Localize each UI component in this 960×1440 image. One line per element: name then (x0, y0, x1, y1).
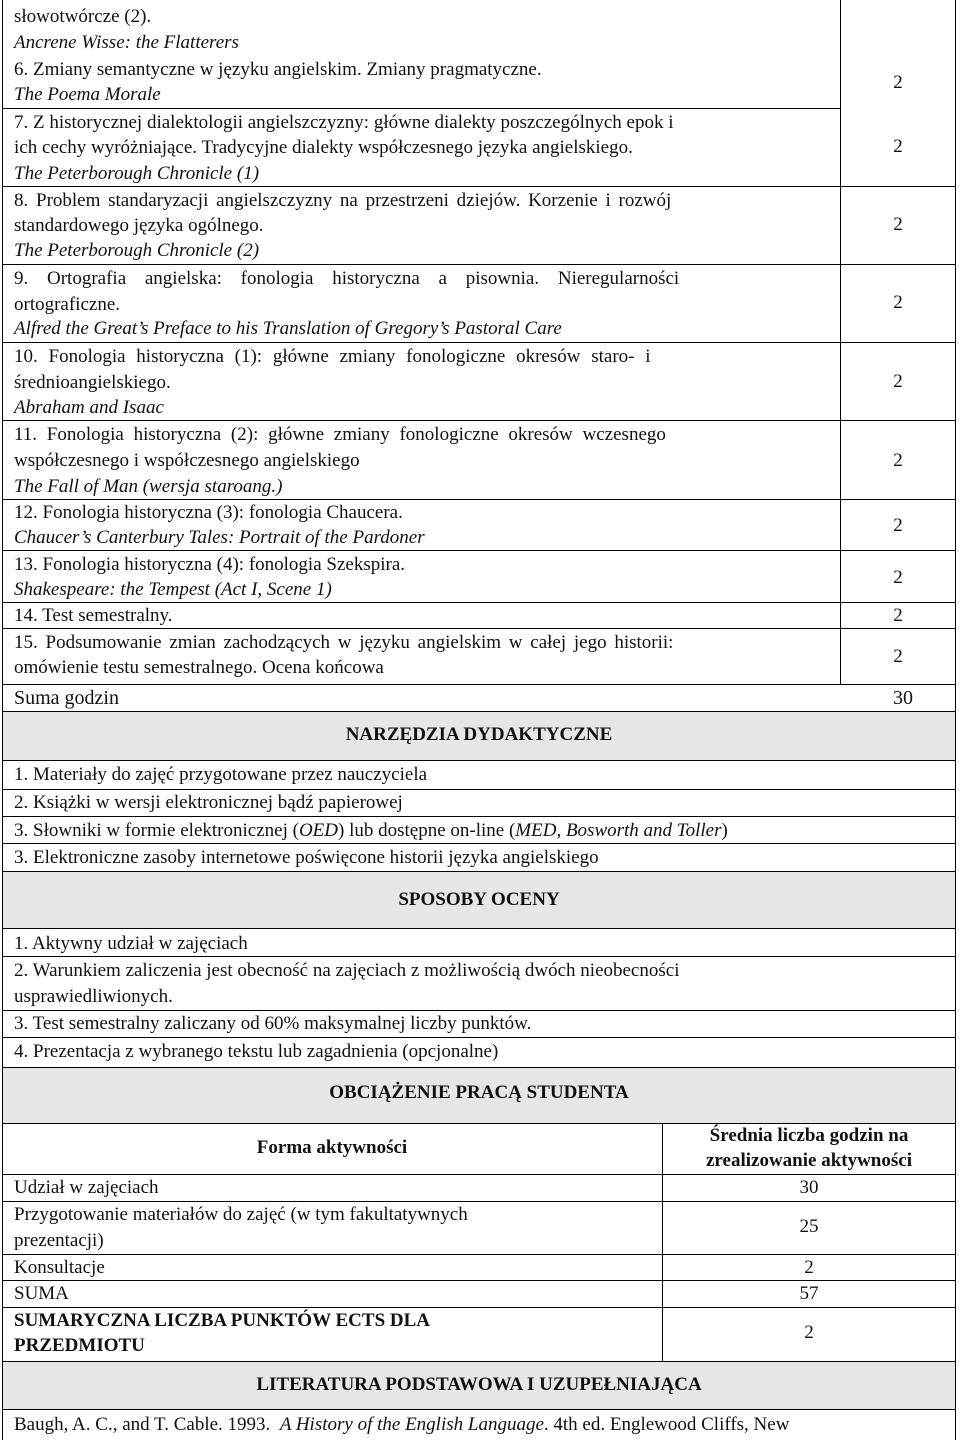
topic-reading: Alfred the Great’s Preface to his Translation of Gregory’s Pastoral Care (14, 318, 562, 339)
tools-item: 3. Elektroniczne zasoby internetowe poświęcone historii języka angielskiego (14, 847, 599, 868)
topic-text: 13. Fonologia historyczna (4): fonologia Szekspira. (14, 554, 406, 575)
topic-hours: 2 (893, 292, 903, 313)
tools-item: 3. Słowniki w formie elektronicznej (OED) lub dostępne on-line (MED, Bosworth and Toller) (14, 820, 728, 841)
topic-hours: 2 (893, 72, 903, 93)
topic-text: ich cechy wyróżniające. Tradycyjne dialekty współczesnego języka angielskiego. (14, 137, 633, 158)
topic-text: 6. Zmiany semantyczne w języku angielskim. Zmiany pragmatyczne. (14, 59, 542, 80)
assessment-item: 4. Prezentacja z wybranego tekstu lub zagadnienia (opcjonalne) (14, 1041, 499, 1062)
topic-hours: 2 (893, 646, 903, 667)
topic-hours: 2 (893, 567, 903, 588)
assessment-item: 3. Test semestralny zaliczany od 60% maksymalnej liczby punktów. (14, 1013, 532, 1034)
workload-row-label: Udział w zajęciach (14, 1177, 159, 1198)
total-hours-value: 30 (893, 687, 913, 709)
workload-col-hours: Średnia liczba godzin na zrealizowanie aktywności (706, 1125, 912, 1171)
topic-hours: 2 (893, 214, 903, 235)
topic-text: średnioangielskiego. (14, 372, 171, 393)
workload-ects-value: 2 (804, 1322, 814, 1343)
workload-row-value: 25 (799, 1216, 819, 1237)
topic-text: 14. Test semestralny. (14, 605, 173, 626)
topic-text: 9. Ortografia angielska: fonologia historyczna a pisownia. Nieregularności (14, 268, 680, 289)
document-page (2, 0, 956, 1440)
workload-row-label: prezentacji) (14, 1230, 104, 1251)
topic-hours: 2 (893, 371, 903, 392)
topic-reading: The Peterborough Chronicle (1) (14, 163, 260, 184)
assessment-heading: SPOSOBY OCENY (398, 889, 560, 910)
topic-reading: The Peterborough Chronicle (2) (14, 240, 260, 261)
assessment-item: 1. Aktywny udział w zajęciach (14, 933, 248, 954)
topic-text: słowotwórcze (2). (14, 6, 152, 27)
topic-text: 10. Fonologia historyczna (1): główne zmiany fonologiczne okresów staro- i (14, 346, 651, 367)
topic-reading: Chaucer’s Canterbury Tales: Portrait of the Pardoner (14, 527, 425, 548)
workload-row-label: Przygotowanie materiałów do zajęć (w tym fakultatywnych (14, 1204, 468, 1225)
literature-heading: LITERATURA PODSTAWOWA I UZUPEŁNIAJĄCA (256, 1374, 702, 1395)
topic-text: 11. Fonologia historyczna (2): główne zmiany fonologiczne okresów wczesnego (14, 424, 666, 445)
syllabus-table (2, 0, 956, 712)
topic-hours: 2 (893, 450, 903, 471)
workload-row-value: 30 (799, 1177, 819, 1198)
topic-reading: The Fall of Man (wersja staroang.) (14, 476, 283, 497)
topic-hours: 2 (893, 605, 903, 626)
topic-text: współczesnego i współczesnego angielskiego (14, 450, 360, 471)
literature-reference: Baugh, A. C., and T. Cable. 1993. A History of the English Language. 4th ed. Englewood Cliffs, New (14, 1414, 790, 1435)
workload-ects-label: PRZEDMIOTU (14, 1335, 145, 1356)
workload-row-value: 57 (799, 1283, 819, 1304)
tools-item: 2. Książki w wersji elektronicznej bądź papierowej (14, 792, 403, 813)
topic-text: ortograficzne. (14, 294, 121, 315)
topic-text: 15. Podsumowanie zmian zachodzących w języku angielskim w całej jego historii: (14, 632, 674, 653)
topic-text: 12. Fonologia historyczna (3): fonologia Chaucera. (14, 502, 403, 523)
assessment-item: usprawiedliwionych. (14, 986, 173, 1007)
total-hours-label: Suma godzin (14, 687, 119, 709)
tools-item: 1. Materiały do zajęć przygotowane przez nauczyciela (14, 764, 428, 785)
topic-reading: Shakespeare: the Tempest (Act I, Scene 1) (14, 579, 332, 600)
topic-text: standardowego języka ogólnego. (14, 215, 264, 236)
workload-col-activity: Forma aktywności (256, 1137, 408, 1158)
topic-reading: Abraham and Isaac (14, 397, 164, 418)
topic-hours: 2 (893, 136, 903, 157)
workload-ects-label: SUMARYCZNA LICZBA PUNKTÓW ECTS DLA (14, 1310, 430, 1331)
workload-row-label: SUMA (14, 1283, 69, 1304)
topic-text: 8. Problem standaryzacji angielszczyzny na przestrzeni dziejów. Korzenie i rozwój (14, 190, 672, 211)
tools-heading: NARZĘDZIA DYDAKTYCZNE (345, 724, 613, 745)
topic-reading: The Poema Morale (14, 84, 161, 105)
topic-reading: Ancrene Wisse: the Flatterers (14, 32, 239, 53)
topic-text: omówienie testu semestralnego. Ocena końcowa (14, 657, 384, 678)
topic-hours: 2 (893, 515, 903, 536)
topic-text: 7. Z historycznej dialektologii angielszczyzny: główne dialekty poszczególnych epok i (14, 112, 674, 133)
workload-row-value: 2 (804, 1257, 814, 1278)
assessment-item: 2. Warunkiem zaliczenia jest obecność na zajęciach z możliwością dwóch nieobecności (14, 960, 680, 981)
workload-row-label: Konsultacje (14, 1257, 105, 1278)
workload-heading: OBCIĄŻENIE PRACĄ STUDENTA (329, 1082, 629, 1103)
